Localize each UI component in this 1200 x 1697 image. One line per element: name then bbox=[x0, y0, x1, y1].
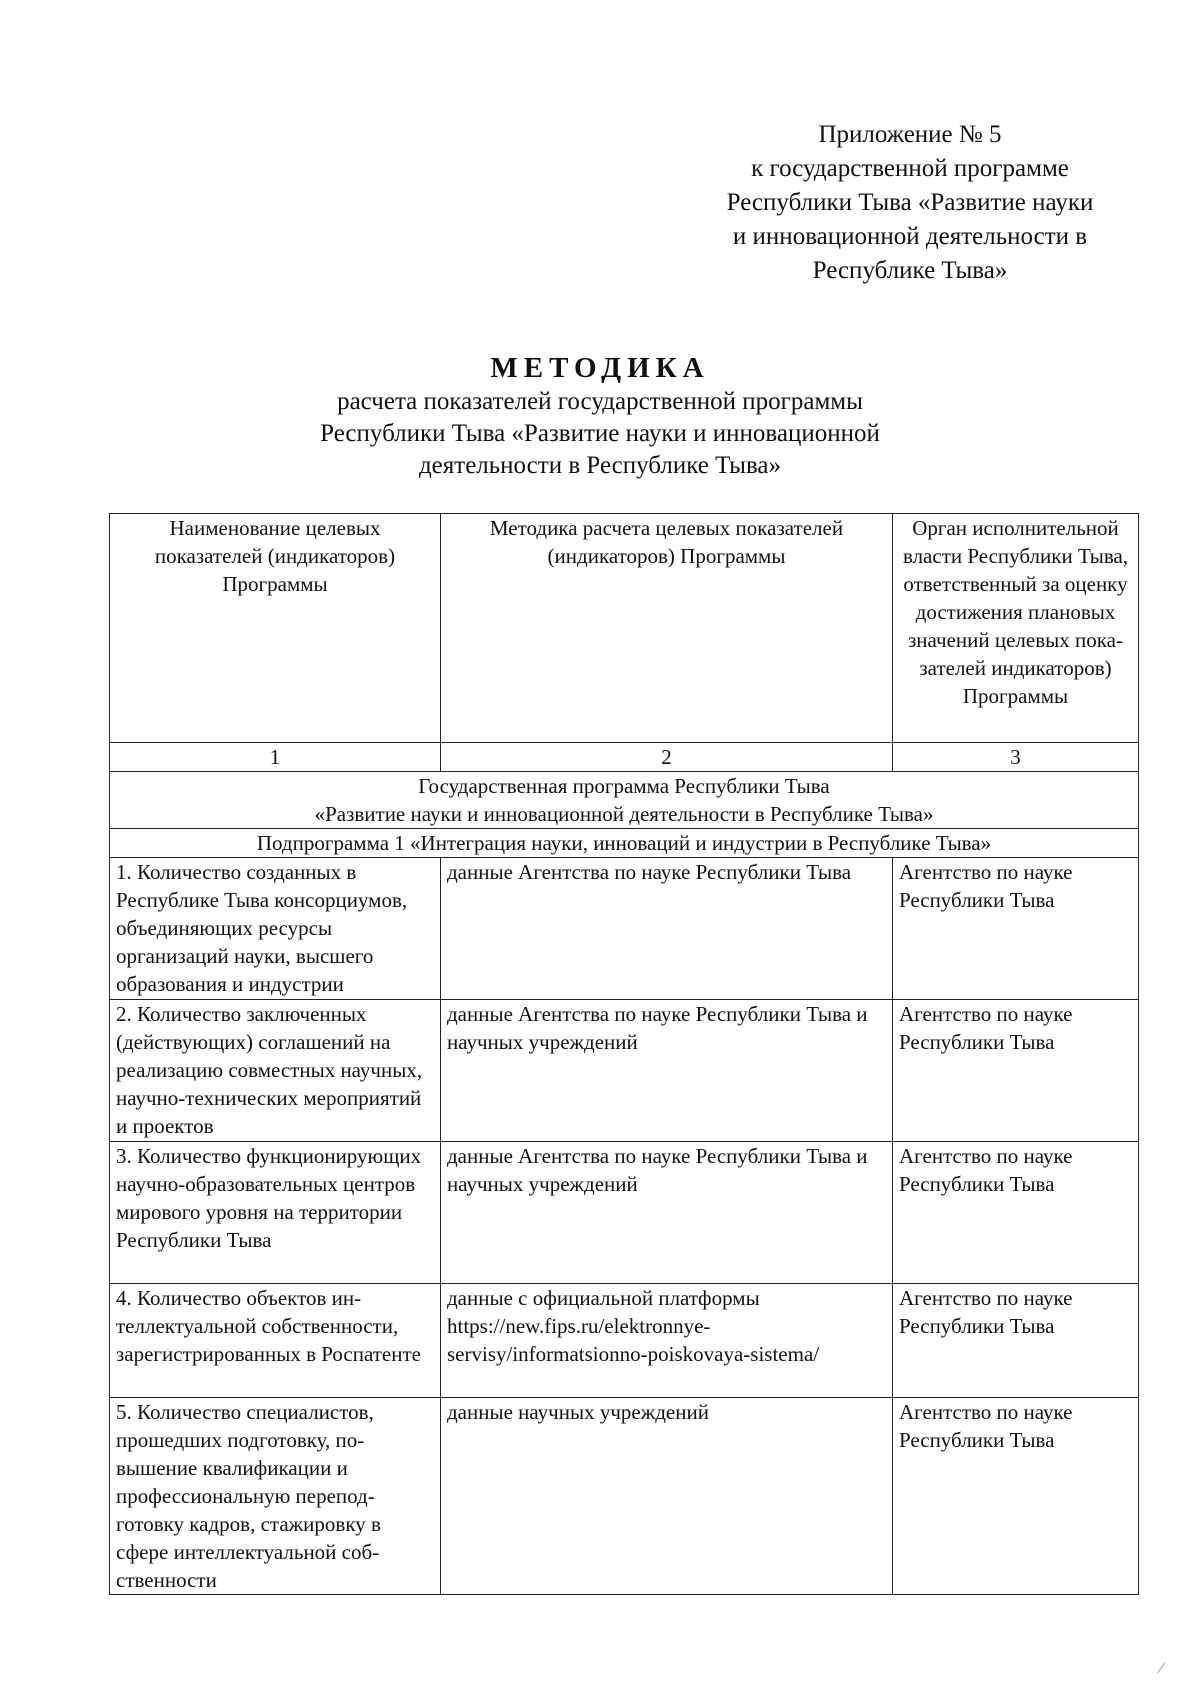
subtitle-line: расчета показателей государственной программы bbox=[337, 388, 863, 415]
header-method: Методика расчета целевых показателей (индикаторов) Программы bbox=[441, 514, 893, 743]
indicator-cell: 5. Количество специалистов, прошедших подготовку, повышение квалификации и профессиональную переподготовку кадров, стажировку в сфере интеллектуальной собственности bbox=[110, 1398, 441, 1595]
agency-cell: Агентство по науке Республики Тыва bbox=[893, 1142, 1139, 1284]
method-cell: данные Агентства по науке Республики Тыва и научных учреждений bbox=[441, 1142, 893, 1284]
agency-cell: Агентство по науке Республики Тыва bbox=[893, 1000, 1139, 1142]
program-title-line: «Развитие науки и инновационной деятельности в Республике Тыва» bbox=[314, 802, 934, 826]
document-heading bbox=[150, 350, 1050, 482]
agency-cell: Агентство по науке Республики Тыва bbox=[893, 1398, 1139, 1595]
subprogram-title: Подпрограмма 1 «Интеграция науки, инноваций и индустрии в Республике Тыва» bbox=[110, 829, 1139, 858]
indicator-cell: 1. Количество созданных в Республике Тыва консорциумов, объединяющих ресурсы организаций науки, высшего образования и индустрии bbox=[110, 858, 441, 1000]
appendix-line: и инновационной деятельности в bbox=[732, 223, 1088, 250]
indicator-cell: 2. Количество заключенных (действующих) соглашений на реализацию совместных научных, научно-технических мероприятий и проектов bbox=[110, 1000, 441, 1142]
column-number-row bbox=[110, 743, 1139, 772]
appendix-line: Республике Тыва» bbox=[812, 257, 1008, 284]
table-row bbox=[110, 858, 1139, 1000]
method-cell: данные научных учреждений bbox=[441, 1398, 893, 1595]
appendix-line: к государственной программе bbox=[751, 155, 1069, 182]
appendix-line: Республики Тыва «Развитие науки bbox=[726, 189, 1094, 216]
method-cell: данные Агентства по науке Республики Тыва и научных учреждений bbox=[441, 1000, 893, 1142]
subprogram-title-row bbox=[110, 829, 1139, 858]
method-cell: данные Агентства по науке Республики Тыва bbox=[441, 858, 893, 1000]
method-link-line: servisy/informatsionno-poiskovaya-sistema/ bbox=[447, 1342, 820, 1366]
program-title-row bbox=[110, 772, 1139, 829]
method-link-line: https://new.fips.ru/elektronnye- bbox=[447, 1314, 711, 1338]
table-row bbox=[110, 1398, 1139, 1595]
agency-cell: Агентство по науке Республики Тыва bbox=[893, 1284, 1139, 1398]
table-row bbox=[110, 1142, 1139, 1284]
program-title-line: Государственная программа Республики Тыва bbox=[418, 774, 830, 798]
table-row bbox=[110, 1284, 1139, 1398]
agency-cell: Агентство по науке Республики Тыва bbox=[893, 858, 1139, 1000]
column-number: 1 bbox=[110, 743, 441, 772]
indicators-table bbox=[109, 513, 1139, 1595]
scan-mark: ⁄ bbox=[1160, 1660, 1163, 1677]
indicator-cell: 3. Количество функционирующих научно-образовательных центров мирового уровня на территории Республики Тыва bbox=[110, 1142, 441, 1284]
column-number: 3 bbox=[893, 743, 1139, 772]
program-title bbox=[110, 772, 1139, 829]
header-agency: Орган исполнительной власти Республики Тыва, ответственный за оценку достижения плановых значений целевых показателей индикаторов) Программы bbox=[893, 514, 1139, 743]
method-line: данные с официальной платформы bbox=[447, 1286, 760, 1310]
header-indicator: Наименование целевых показателей (индикаторов) Программы bbox=[110, 514, 441, 743]
document-title: МЕТОДИКА bbox=[490, 352, 710, 384]
header-row bbox=[110, 514, 1139, 743]
method-cell bbox=[441, 1284, 893, 1398]
appendix-block bbox=[690, 118, 1130, 288]
indicator-cell: 4. Количество объектов интеллектуальной собственности, зарегистрированных в Роспатенте bbox=[110, 1284, 441, 1398]
table-row bbox=[110, 1000, 1139, 1142]
subtitle-line: Республики Тыва «Развитие науки и инновационной bbox=[320, 420, 880, 447]
appendix-line: Приложение № 5 bbox=[818, 121, 1002, 148]
column-number: 2 bbox=[441, 743, 893, 772]
subtitle-line: деятельности в Республике Тыва» bbox=[418, 452, 782, 479]
